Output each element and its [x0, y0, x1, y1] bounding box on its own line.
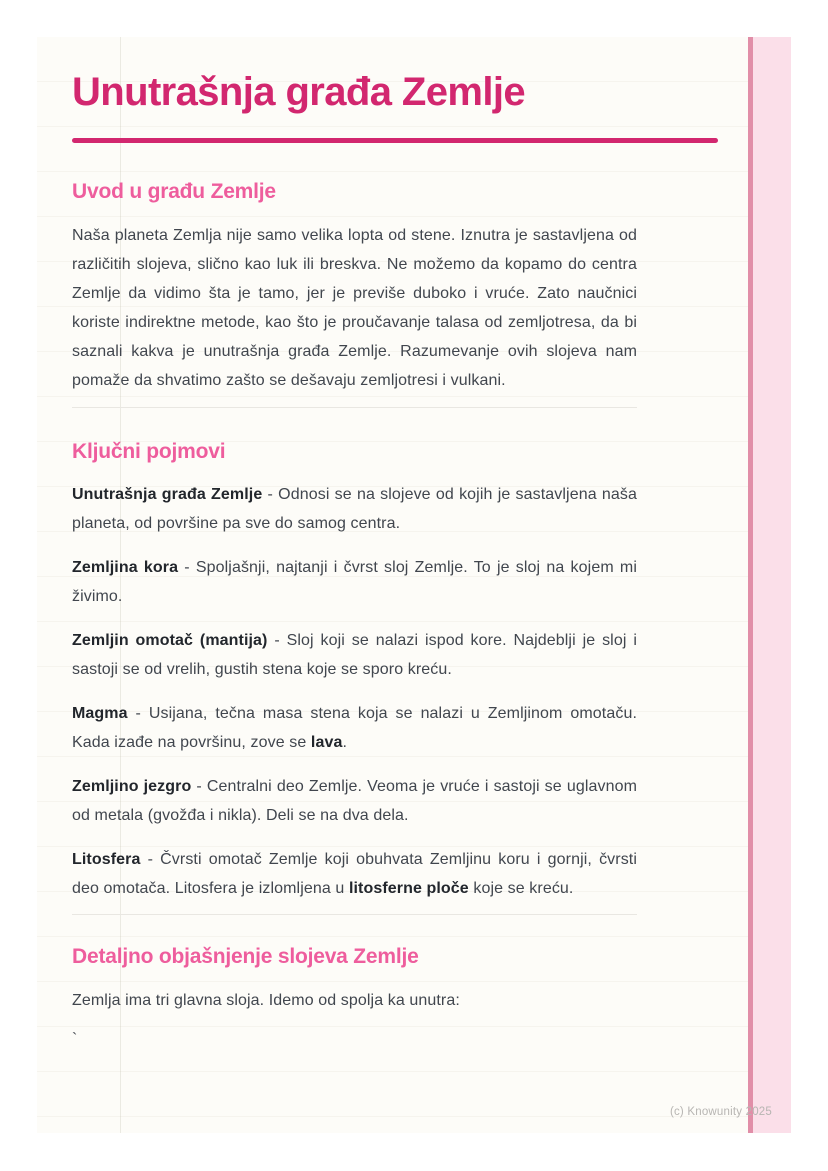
term-item — [72, 845, 637, 903]
section-heading-intro: Uvod u građu Zemlje — [72, 180, 276, 203]
term-bold-text: litosferne ploče — [348, 880, 469, 897]
term-bold-text: Magma — [72, 705, 128, 722]
term-description-text: koje se kreću. — [468, 880, 574, 897]
term-item — [72, 553, 637, 611]
term-description-text: - Čvrsti omotač Zemlje koji obuhvata Zemljinu koru i gornji, čvrsti deo omotača. Litosfera je izlomljena u — [72, 851, 637, 897]
term-bold-text: Zemljin omotač (mantija) — [72, 632, 268, 649]
title-underline-rule — [72, 138, 718, 143]
term-item — [72, 772, 637, 830]
term-description-text: - Sloj koji se nalazi ispod kore. Najdeblji je sloj i sastoji se od vrelih, gustih stena koje se sporo kreću. — [72, 632, 637, 678]
term-bold-text: Litosfera — [72, 851, 141, 868]
term-description-text: - Usijana, tečna masa stena koja se nalazi u Zemljinom omotaču. Kada izađe na površinu, zove se — [72, 705, 637, 751]
document-page — [37, 37, 791, 1133]
term-bold-text: Zemljino jezgro — [72, 778, 192, 795]
term-description-text: - Spoljašnji, najtanji i čvrst sloj Zemlje. To je sloj na kojem mi živimo. — [72, 559, 638, 605]
section-divider — [72, 407, 637, 408]
term-description-text: - Odnosi se na slojeve od kojih je sastavljena naša planeta, od površine pa sve do samog centra. — [72, 486, 637, 532]
term-item — [72, 480, 637, 538]
section-divider — [72, 914, 637, 915]
intro-paragraph: Naša planeta Zemlja nije samo velika lopta od stene. Iznutra je sastavljena od različitih slojeva, slično kao luk ili breskva. Ne možemo da kopamo do centra Zemlje da vidimo šta je tamo, jer je previše duboko i vruće. Zato naučnici koriste indirektne metode, kao što je proučavanje talasa od zemljotresa, da bi saznali kakva je unutrašnja građa Zemlje. Razumevanje ovih slojeva nam pomaže da shvatimo zašto se dešavaju zemljotresi i vulkani. — [72, 227, 637, 389]
section-heading-key-terms: Ključni pojmovi — [72, 440, 226, 463]
term-bold-text: lava — [310, 734, 343, 751]
stray-backtick-char: ` — [72, 1031, 78, 1048]
term-bold-text: Zemljina kora — [72, 559, 179, 576]
footer-copyright: (c) Knowunity 2025 — [669, 1106, 772, 1118]
document-content — [37, 37, 718, 1054]
term-bold-text: Unutrašnja građa Zemlje — [72, 486, 263, 503]
page-side-stripe — [748, 37, 791, 1133]
term-item — [72, 626, 637, 684]
term-description-text: . — [342, 734, 347, 751]
section-heading-detail: Detaljno objašnjenje slojeva Zemlje — [72, 945, 419, 968]
term-item — [72, 699, 637, 757]
detail-paragraph: Zemlja ima tri glavna sloja. Idemo od spolja ka unutra: — [72, 992, 460, 1009]
term-description-text: - Centralni deo Zemlje. Veoma je vruće i sastoji se uglavnom od metala (gvožđa i nikla). Deli se na dva dela. — [72, 778, 638, 824]
page-title: Unutrašnja građa Zemlje — [72, 70, 525, 114]
key-terms-list — [72, 480, 718, 903]
